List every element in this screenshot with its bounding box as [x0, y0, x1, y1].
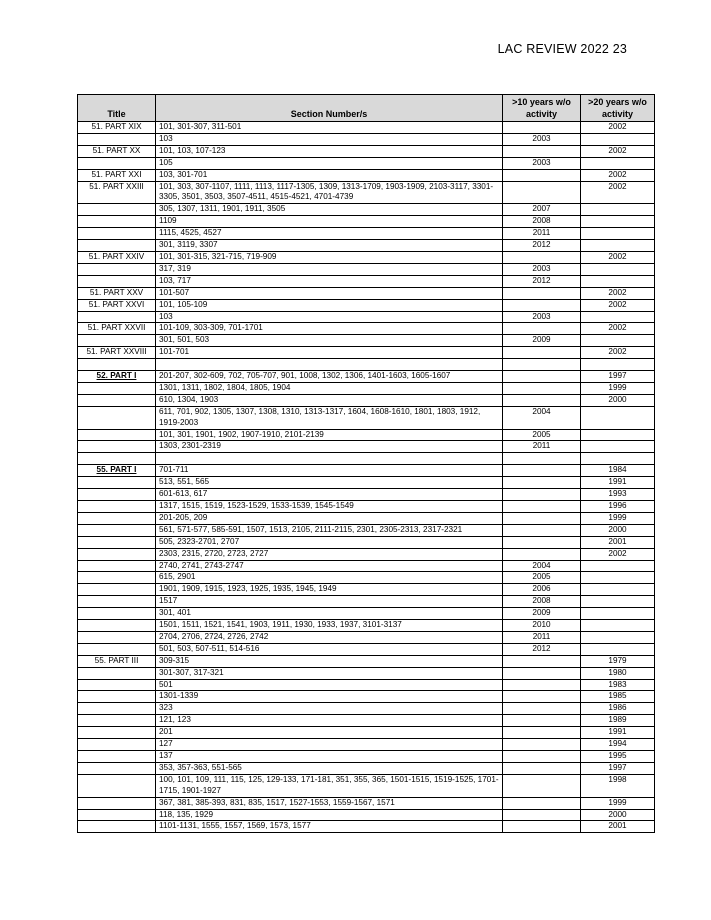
- table-row: [78, 359, 655, 371]
- table-row: [78, 275, 655, 287]
- row-10-years: 2009: [503, 608, 581, 620]
- row-20-years: 1993: [581, 489, 655, 501]
- row-10-years: [503, 477, 581, 489]
- row-20-years: 2000: [581, 809, 655, 821]
- row-20-years: [581, 240, 655, 252]
- row-10-years: [503, 809, 581, 821]
- row-sections: 100, 101, 109, 111, 115, 125, 129-133, 171-181, 351, 355, 365, 1501-1515, 1519-1525, 1701-1715, 1901-1927: [156, 774, 503, 797]
- table-row: [78, 821, 655, 833]
- row-20-years: 1999: [581, 382, 655, 394]
- row-10-years: [503, 347, 581, 359]
- header-sections: Section Number/s: [156, 95, 503, 122]
- row-sections: 501, 503, 507-511, 514-516: [156, 643, 503, 655]
- table-row: [78, 251, 655, 263]
- table-row: [78, 465, 655, 477]
- row-20-years: [581, 406, 655, 429]
- row-title: [78, 133, 156, 145]
- row-title: [78, 774, 156, 797]
- table-row: [78, 133, 655, 145]
- row-title: [78, 679, 156, 691]
- row-sections: 1109: [156, 216, 503, 228]
- row-title: [78, 667, 156, 679]
- row-title: [78, 429, 156, 441]
- row-sections: 101, 105-109: [156, 299, 503, 311]
- row-sections: 1301-1339: [156, 691, 503, 703]
- row-20-years: 2002: [581, 145, 655, 157]
- row-20-years: 1995: [581, 751, 655, 763]
- row-sections: 103, 301-701: [156, 169, 503, 181]
- row-20-years: 2002: [581, 299, 655, 311]
- row-20-years: 1980: [581, 667, 655, 679]
- row-title: 51. PART XXV: [78, 287, 156, 299]
- row-20-years: [581, 335, 655, 347]
- row-10-years: [503, 299, 581, 311]
- row-10-years: [503, 465, 581, 477]
- row-title: [78, 359, 156, 371]
- table-row: [78, 512, 655, 524]
- table-row: [78, 679, 655, 691]
- row-10-years: [503, 512, 581, 524]
- underlined-title: 52. PART I: [96, 371, 137, 381]
- row-20-years: 1999: [581, 797, 655, 809]
- table-row: [78, 596, 655, 608]
- row-sections: 201-207, 302-609, 702, 705-707, 901, 1008, 1302, 1306, 1401-1603, 1605-1607: [156, 371, 503, 383]
- table-row: [78, 204, 655, 216]
- row-10-years: [503, 371, 581, 383]
- table-row: [78, 548, 655, 560]
- row-20-years: 1985: [581, 691, 655, 703]
- row-title: [78, 596, 156, 608]
- row-title: [78, 572, 156, 584]
- row-20-years: [581, 584, 655, 596]
- table-row: [78, 560, 655, 572]
- row-20-years: 2000: [581, 524, 655, 536]
- row-title: [78, 228, 156, 240]
- row-title: [78, 406, 156, 429]
- row-10-years: [503, 489, 581, 501]
- row-10-years: [503, 145, 581, 157]
- row-10-years: [503, 548, 581, 560]
- row-sections: 101-701: [156, 347, 503, 359]
- row-20-years: [581, 157, 655, 169]
- row-sections: 101, 301-307, 311-501: [156, 122, 503, 134]
- row-20-years: [581, 429, 655, 441]
- table-row: [78, 263, 655, 275]
- row-sections: 701-711: [156, 465, 503, 477]
- row-10-years: [503, 323, 581, 335]
- table-row: [78, 477, 655, 489]
- row-10-years: [503, 703, 581, 715]
- row-10-years: [503, 169, 581, 181]
- row-20-years: 1979: [581, 655, 655, 667]
- table-row: [78, 500, 655, 512]
- table-row: [78, 751, 655, 763]
- row-title: [78, 584, 156, 596]
- row-10-years: [503, 536, 581, 548]
- row-sections: 301, 401: [156, 608, 503, 620]
- row-10-years: [503, 691, 581, 703]
- row-10-years: [503, 715, 581, 727]
- table-row: [78, 181, 655, 204]
- table-row: [78, 774, 655, 797]
- row-sections: 101, 301, 1901, 1902, 1907-1910, 2101-2139: [156, 429, 503, 441]
- underlined-title: 55. PART I: [96, 465, 137, 475]
- row-title: 51. PART XIX: [78, 122, 156, 134]
- row-title: [78, 762, 156, 774]
- row-sections: 301, 3119, 3307: [156, 240, 503, 252]
- row-20-years: [581, 228, 655, 240]
- row-10-years: 2004: [503, 560, 581, 572]
- row-title: [78, 157, 156, 169]
- row-20-years: 2001: [581, 821, 655, 833]
- table-row: [78, 762, 655, 774]
- row-sections: 103: [156, 311, 503, 323]
- table-row: [78, 727, 655, 739]
- row-title: 51. PART XXIV: [78, 251, 156, 263]
- row-sections: 1115, 4525, 4527: [156, 228, 503, 240]
- table-row: [78, 429, 655, 441]
- table-row: [78, 240, 655, 252]
- row-title: [78, 691, 156, 703]
- table-row: [78, 608, 655, 620]
- row-10-years: [503, 774, 581, 797]
- row-sections: 353, 357-363, 551-565: [156, 762, 503, 774]
- row-20-years: 1997: [581, 762, 655, 774]
- row-20-years: [581, 560, 655, 572]
- table-row: [78, 311, 655, 323]
- table-row: [78, 703, 655, 715]
- row-title: [78, 715, 156, 727]
- row-title: [78, 524, 156, 536]
- row-10-years: 2011: [503, 631, 581, 643]
- row-10-years: [503, 251, 581, 263]
- row-20-years: [581, 311, 655, 323]
- row-20-years: [581, 596, 655, 608]
- row-title: [78, 512, 156, 524]
- table-row: [78, 655, 655, 667]
- row-title: [78, 500, 156, 512]
- row-sections: [156, 359, 503, 371]
- row-sections: 1317, 1515, 1519, 1523-1529, 1533-1539, 1545-1549: [156, 500, 503, 512]
- row-10-years: 2011: [503, 228, 581, 240]
- row-title: [78, 240, 156, 252]
- row-sections: 101, 303, 307-1107, 1111, 1113, 1117-1305, 1309, 1313-1709, 1903-1909, 2103-3117, 3301-3305, 3501, 3503, 3507-4511, 4515-4521, 4701-4739: [156, 181, 503, 204]
- row-sections: 1517: [156, 596, 503, 608]
- row-sections: 305, 1307, 1311, 1901, 1911, 3505: [156, 204, 503, 216]
- row-10-years: 2007: [503, 204, 581, 216]
- row-20-years: [581, 620, 655, 632]
- row-sections: 2740, 2741, 2743-2747: [156, 560, 503, 572]
- table-row: [78, 809, 655, 821]
- row-20-years: 1991: [581, 727, 655, 739]
- row-sections: 513, 551, 565: [156, 477, 503, 489]
- table-row: [78, 715, 655, 727]
- row-20-years: [581, 359, 655, 371]
- row-title: [78, 643, 156, 655]
- row-title: [78, 797, 156, 809]
- row-title: 51. PART XXVI: [78, 299, 156, 311]
- row-sections: 505, 2323-2701, 2707: [156, 536, 503, 548]
- row-title: [78, 548, 156, 560]
- row-20-years: [581, 216, 655, 228]
- row-10-years: [503, 762, 581, 774]
- row-sections: 1501, 1511, 1521, 1541, 1903, 1911, 1930, 1933, 1937, 3101-3137: [156, 620, 503, 632]
- row-20-years: 2002: [581, 548, 655, 560]
- row-20-years: [581, 133, 655, 145]
- table-row: [78, 122, 655, 134]
- table-row: [78, 228, 655, 240]
- row-sections: 101-507: [156, 287, 503, 299]
- row-title: [78, 382, 156, 394]
- row-title: 51. PART XXIII: [78, 181, 156, 204]
- row-sections: 103, 717: [156, 275, 503, 287]
- row-20-years: [581, 204, 655, 216]
- row-10-years: 2005: [503, 572, 581, 584]
- row-sections: 561, 571-577, 585-591, 1507, 1513, 2105, 2111-2115, 2301, 2305-2313, 2317-2321: [156, 524, 503, 536]
- row-title: [78, 477, 156, 489]
- row-10-years: [503, 667, 581, 679]
- row-title: [78, 335, 156, 347]
- row-10-years: 2012: [503, 643, 581, 655]
- row-10-years: 2012: [503, 275, 581, 287]
- row-sections: 103: [156, 133, 503, 145]
- row-sections: 121, 123: [156, 715, 503, 727]
- row-20-years: 2002: [581, 181, 655, 204]
- row-sections: 101, 103, 107-123: [156, 145, 503, 157]
- row-title: 55. PART III: [78, 655, 156, 667]
- row-title: [78, 620, 156, 632]
- row-title: [78, 751, 156, 763]
- row-title: 51. PART XXVII: [78, 323, 156, 335]
- row-10-years: [503, 797, 581, 809]
- table-row: [78, 157, 655, 169]
- row-10-years: 2004: [503, 406, 581, 429]
- table-row: [78, 347, 655, 359]
- table-header-row: [78, 95, 655, 122]
- row-20-years: 1996: [581, 500, 655, 512]
- row-20-years: 1997: [581, 371, 655, 383]
- table-row: [78, 643, 655, 655]
- row-title: [78, 727, 156, 739]
- row-20-years: 1998: [581, 774, 655, 797]
- row-20-years: [581, 608, 655, 620]
- row-10-years: [503, 181, 581, 204]
- row-20-years: 1989: [581, 715, 655, 727]
- row-sections: 1301, 1311, 1802, 1804, 1805, 1904: [156, 382, 503, 394]
- row-title: [78, 536, 156, 548]
- row-10-years: 2003: [503, 263, 581, 275]
- page-header: LAC REVIEW 2022 23: [497, 42, 627, 56]
- row-title: 51. PART XXVIII: [78, 347, 156, 359]
- row-sections: 323: [156, 703, 503, 715]
- header-title: Title: [78, 95, 156, 122]
- row-10-years: [503, 382, 581, 394]
- row-title: [78, 703, 156, 715]
- row-title: [78, 275, 156, 287]
- row-10-years: 2008: [503, 216, 581, 228]
- row-10-years: 2003: [503, 157, 581, 169]
- row-10-years: 2008: [503, 596, 581, 608]
- table-row: [78, 584, 655, 596]
- row-20-years: [581, 643, 655, 655]
- row-sections: 101, 301-315, 321-715, 719-909: [156, 251, 503, 263]
- row-title: 51. PART XX: [78, 145, 156, 157]
- table-row: [78, 287, 655, 299]
- row-sections: 1901, 1909, 1915, 1923, 1925, 1935, 1945, 1949: [156, 584, 503, 596]
- row-sections: 118, 135, 1929: [156, 809, 503, 821]
- row-title: [78, 608, 156, 620]
- table-row: [78, 631, 655, 643]
- row-title: [78, 809, 156, 821]
- row-sections: 611, 701, 902, 1305, 1307, 1308, 1310, 1313-1317, 1604, 1608-1610, 1801, 1803, 1912, 1919-2003: [156, 406, 503, 429]
- row-title: [78, 311, 156, 323]
- row-sections: 1101-1131, 1555, 1557, 1569, 1573, 1577: [156, 821, 503, 833]
- header-20-years: >20 years w/o activity: [581, 95, 655, 122]
- table-row: [78, 524, 655, 536]
- row-title: 51. PART XXI: [78, 169, 156, 181]
- row-20-years: 1994: [581, 739, 655, 751]
- row-20-years: 2002: [581, 323, 655, 335]
- row-20-years: [581, 275, 655, 287]
- table-row: [78, 169, 655, 181]
- row-sections: 137: [156, 751, 503, 763]
- row-10-years: [503, 122, 581, 134]
- table-row: [78, 739, 655, 751]
- row-sections: 101-109, 303-309, 701-1701: [156, 323, 503, 335]
- table-row: [78, 406, 655, 429]
- table-row: [78, 323, 655, 335]
- row-20-years: 2002: [581, 347, 655, 359]
- row-10-years: 2006: [503, 584, 581, 596]
- row-title: [78, 204, 156, 216]
- row-title: [78, 394, 156, 406]
- row-sections: 301, 501, 503: [156, 335, 503, 347]
- row-20-years: 2001: [581, 536, 655, 548]
- row-20-years: 2002: [581, 169, 655, 181]
- row-20-years: [581, 572, 655, 584]
- row-10-years: 2012: [503, 240, 581, 252]
- row-10-years: [503, 727, 581, 739]
- inactivity-table: [77, 94, 655, 833]
- row-10-years: 2010: [503, 620, 581, 632]
- row-sections: 2704, 2706, 2724, 2726, 2742: [156, 631, 503, 643]
- table-row: [78, 394, 655, 406]
- table-row: [78, 145, 655, 157]
- row-sections: 501: [156, 679, 503, 691]
- row-20-years: [581, 453, 655, 465]
- row-title: [78, 441, 156, 453]
- table-row: [78, 536, 655, 548]
- row-10-years: 2009: [503, 335, 581, 347]
- table-body: [78, 122, 655, 833]
- row-20-years: 1999: [581, 512, 655, 524]
- header-10-years: >10 years w/o activity: [503, 95, 581, 122]
- row-10-years: [503, 751, 581, 763]
- row-sections: 309-315: [156, 655, 503, 667]
- row-20-years: 1986: [581, 703, 655, 715]
- table-row: [78, 667, 655, 679]
- row-10-years: 2011: [503, 441, 581, 453]
- row-10-years: [503, 679, 581, 691]
- table-row: [78, 216, 655, 228]
- row-10-years: [503, 359, 581, 371]
- row-title: [78, 371, 156, 383]
- row-10-years: 2003: [503, 133, 581, 145]
- table-row: [78, 797, 655, 809]
- row-title: [78, 216, 156, 228]
- row-title: [78, 489, 156, 501]
- row-sections: 317, 319: [156, 263, 503, 275]
- row-10-years: [503, 453, 581, 465]
- row-title: [78, 465, 156, 477]
- table-row: [78, 382, 655, 394]
- row-sections: 367, 381, 385-393, 831, 835, 1517, 1527-1553, 1559-1567, 1571: [156, 797, 503, 809]
- row-sections: 105: [156, 157, 503, 169]
- row-10-years: 2005: [503, 429, 581, 441]
- row-10-years: [503, 287, 581, 299]
- row-10-years: 2003: [503, 311, 581, 323]
- row-20-years: [581, 631, 655, 643]
- table-row: [78, 299, 655, 311]
- row-sections: 1303, 2301-2319: [156, 441, 503, 453]
- row-10-years: [503, 500, 581, 512]
- row-title: [78, 263, 156, 275]
- row-sections: 2303, 2315, 2720, 2723, 2727: [156, 548, 503, 560]
- row-title: [78, 821, 156, 833]
- row-10-years: [503, 739, 581, 751]
- row-10-years: [503, 821, 581, 833]
- row-20-years: 2002: [581, 251, 655, 263]
- table-row: [78, 489, 655, 501]
- row-20-years: 2002: [581, 287, 655, 299]
- row-sections: 201-205, 209: [156, 512, 503, 524]
- table-row: [78, 453, 655, 465]
- table-row: [78, 441, 655, 453]
- row-sections: 127: [156, 739, 503, 751]
- row-10-years: [503, 655, 581, 667]
- row-sections: 601-613, 617: [156, 489, 503, 501]
- row-20-years: 2000: [581, 394, 655, 406]
- row-20-years: 1984: [581, 465, 655, 477]
- row-sections: 201: [156, 727, 503, 739]
- row-20-years: [581, 441, 655, 453]
- table-row: [78, 572, 655, 584]
- row-title: [78, 631, 156, 643]
- row-sections: 610, 1304, 1903: [156, 394, 503, 406]
- table-row: [78, 335, 655, 347]
- row-title: [78, 453, 156, 465]
- row-sections: [156, 453, 503, 465]
- row-20-years: 2002: [581, 122, 655, 134]
- row-20-years: 1983: [581, 679, 655, 691]
- row-sections: 615, 2901: [156, 572, 503, 584]
- row-sections: 301-307, 317-321: [156, 667, 503, 679]
- table-row: [78, 620, 655, 632]
- table-row: [78, 371, 655, 383]
- row-10-years: [503, 394, 581, 406]
- row-20-years: 1991: [581, 477, 655, 489]
- row-10-years: [503, 524, 581, 536]
- row-20-years: [581, 263, 655, 275]
- row-title: [78, 739, 156, 751]
- row-title: [78, 560, 156, 572]
- table-row: [78, 691, 655, 703]
